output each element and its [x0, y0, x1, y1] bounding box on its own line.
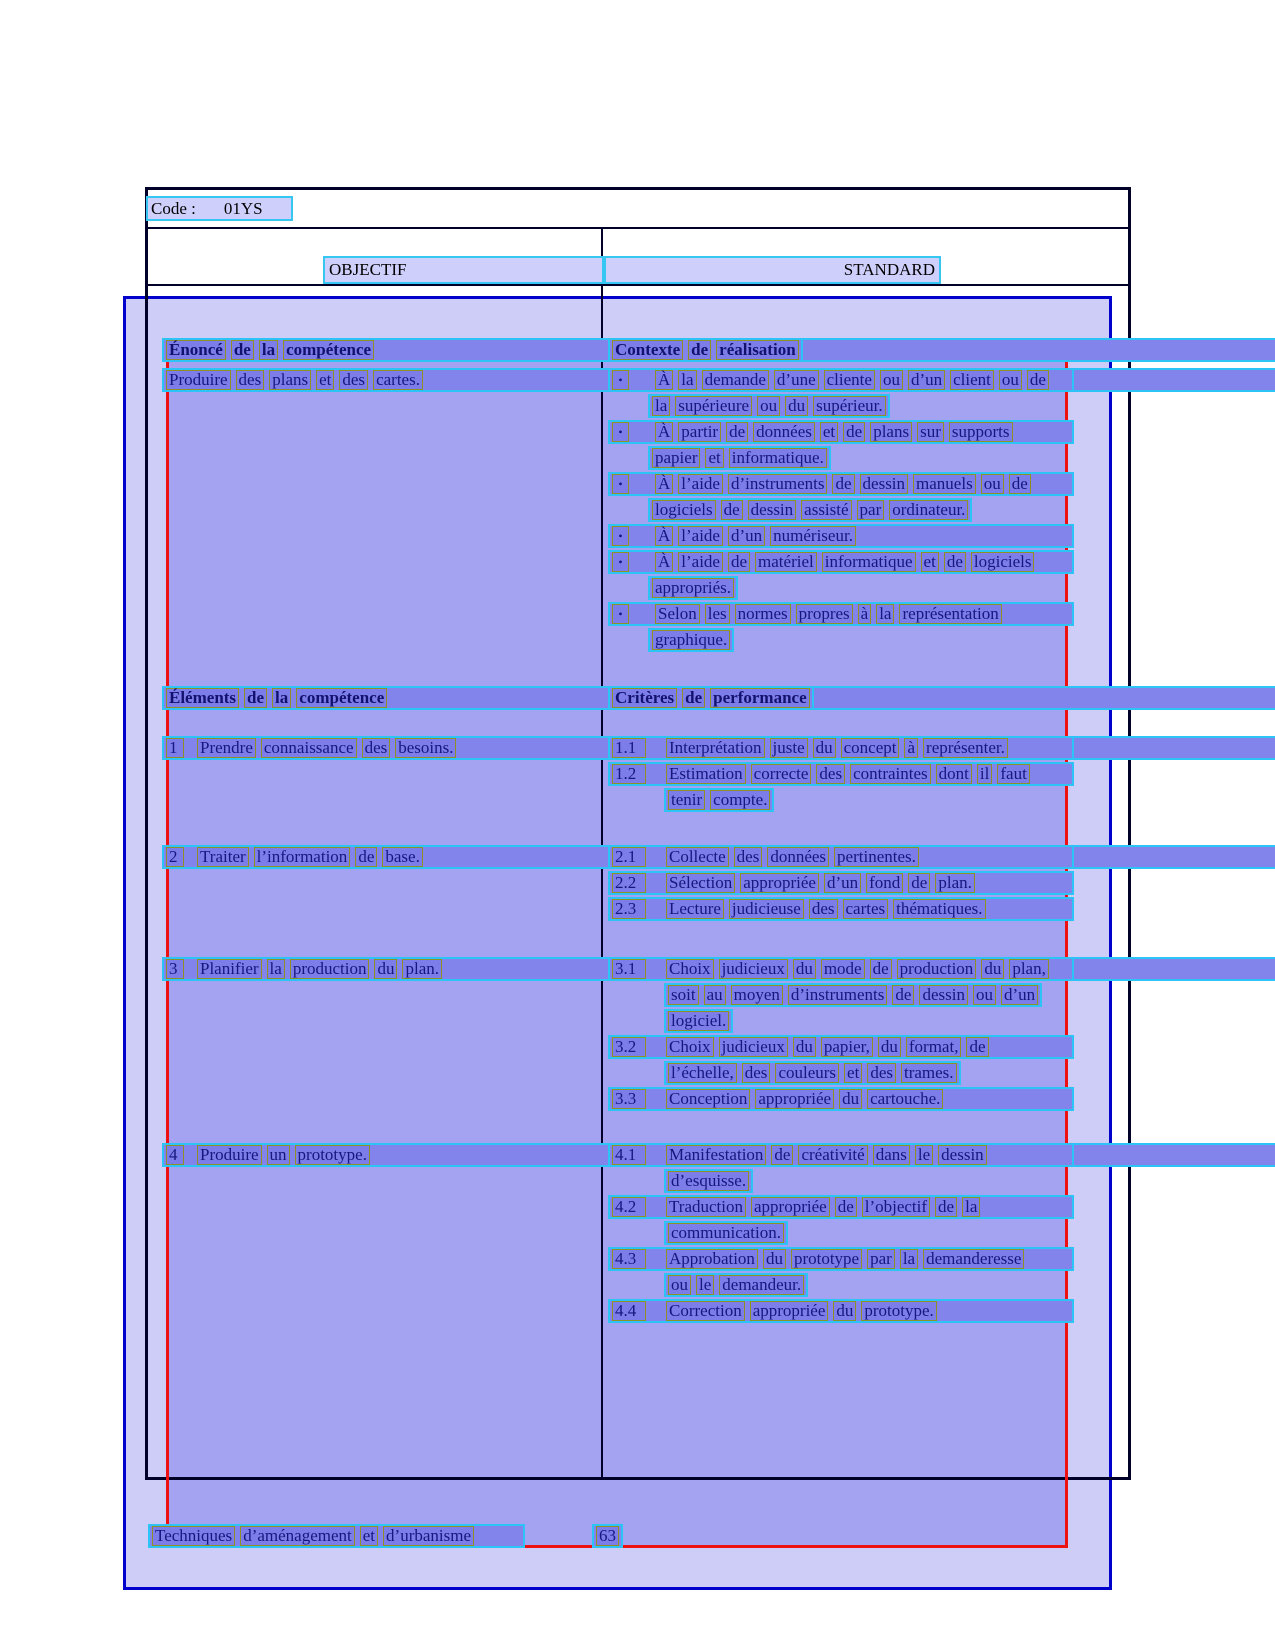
criterion [608, 1299, 1074, 1323]
standard-header-label: STANDARD [843, 260, 935, 279]
word: et [705, 448, 723, 468]
word: appropriée [750, 1301, 829, 1321]
word: Éléments [166, 688, 239, 708]
criterion [608, 845, 1074, 869]
word: de [231, 340, 254, 360]
word: la [900, 1249, 918, 1269]
word: Sélection [666, 873, 735, 893]
word: Produire [197, 1145, 262, 1165]
word: l’objectif [862, 1197, 930, 1217]
word: performance [710, 688, 809, 708]
word: le [696, 1275, 714, 1295]
criterion-continuation-line [664, 1169, 753, 1193]
bullet-icon: • [612, 552, 629, 572]
word: Énoncé [166, 340, 226, 360]
context-bullet-list [608, 368, 1074, 654]
criterion-number: 4.4 [612, 1301, 646, 1321]
word: appropriée [755, 1089, 834, 1109]
objectif-header-label: OBJECTIF [329, 260, 407, 279]
word: Produire [166, 370, 231, 390]
word: de [1027, 370, 1049, 390]
word: d’aménagement [240, 1526, 355, 1546]
bullet-continuation-line [648, 394, 890, 418]
word: Selon [655, 604, 700, 624]
criterion-line [608, 762, 1074, 786]
criterion-line [608, 1087, 1074, 1111]
word: de [843, 422, 865, 442]
word: du [793, 959, 816, 979]
code-field [146, 196, 293, 221]
word: la [272, 688, 291, 708]
bullet-continuation-line [648, 498, 972, 522]
bullet-line [608, 602, 1074, 626]
word: de [771, 1145, 793, 1165]
footer-page-number [592, 1524, 623, 1548]
criterion-line [608, 845, 1074, 869]
word: de [832, 474, 854, 494]
word: Techniques [152, 1526, 235, 1546]
word: Collecte [666, 847, 729, 867]
criterion [608, 762, 1074, 812]
word: du [763, 1249, 786, 1269]
element-number: 3 [166, 959, 184, 979]
word: du [981, 959, 1004, 979]
bullet-line [608, 550, 1074, 574]
criterion-line [608, 1299, 1074, 1323]
word: d’un [1001, 985, 1038, 1005]
criteria-list [608, 957, 1074, 1113]
criterion-number: 4.3 [612, 1249, 646, 1269]
word: dans [873, 1145, 910, 1165]
criterion-line [608, 1035, 1074, 1059]
word: du [833, 1301, 856, 1321]
word: Approbation [666, 1249, 758, 1269]
bullet-line [608, 368, 1074, 392]
bullet-line [608, 420, 1074, 444]
word: demandeur. [719, 1275, 804, 1295]
word: connaissance [261, 738, 357, 758]
word: par [867, 1249, 895, 1269]
word: du [813, 738, 836, 758]
word: couleurs [775, 1063, 839, 1083]
word: dessin [748, 500, 797, 520]
contexte-header [608, 338, 803, 362]
word: client [950, 370, 994, 390]
footer-program [148, 1524, 525, 1548]
criterion [608, 957, 1074, 1033]
bullet-icon: • [612, 474, 629, 494]
criterion [608, 1143, 1074, 1193]
word: propres [796, 604, 853, 624]
word: et [360, 1526, 378, 1546]
word: Manifestation [666, 1145, 766, 1165]
word: de [728, 552, 750, 572]
bullet-continuation-line [648, 446, 831, 470]
word: dessin [919, 985, 968, 1005]
word: contraintes [850, 764, 931, 784]
word: plans [870, 422, 912, 442]
word: juste [770, 738, 808, 758]
word: du [793, 1037, 816, 1057]
word: de [935, 1197, 957, 1217]
criteria-list [608, 845, 1074, 923]
word: judicieux [719, 959, 788, 979]
word: d’un [908, 370, 945, 390]
word: le [915, 1145, 933, 1165]
word: des [236, 370, 265, 390]
word: cartes. [373, 370, 423, 390]
word: À [655, 370, 673, 390]
criterion-number: 1.2 [612, 764, 646, 784]
criterion-number: 4.2 [612, 1197, 646, 1217]
word: À [655, 474, 673, 494]
word: faut [997, 764, 1029, 784]
word: assisté [801, 500, 851, 520]
word: de [244, 688, 267, 708]
word: représenter. [923, 738, 1008, 758]
word: du [785, 396, 808, 416]
word: Estimation [666, 764, 746, 784]
word: données [753, 422, 815, 442]
word: production [897, 959, 977, 979]
word: Traduction [666, 1197, 746, 1217]
word: communication. [668, 1223, 784, 1243]
word: plan. [935, 873, 975, 893]
word: besoins. [395, 738, 456, 758]
word: à [904, 738, 918, 758]
bullet-icon: • [612, 604, 629, 624]
criterion-line [608, 871, 1074, 895]
word: Critères [612, 688, 677, 708]
word: production [290, 959, 370, 979]
word: judicieuse [729, 899, 804, 919]
word: informatique. [729, 448, 827, 468]
bullet-continuation-line [648, 576, 738, 600]
word: par [857, 500, 885, 520]
word: concept [841, 738, 900, 758]
word: et [921, 552, 939, 572]
word: demanderesse [923, 1249, 1024, 1269]
criterion [608, 1087, 1074, 1111]
word: de [721, 500, 743, 520]
element-number: 2 [166, 847, 184, 867]
word: Correction [666, 1301, 745, 1321]
word: moyen [731, 985, 783, 1005]
word: de [944, 552, 966, 572]
word: tenir [668, 790, 705, 810]
word: du [878, 1037, 901, 1057]
word: l’aide [678, 552, 723, 572]
word: au [704, 985, 726, 1005]
standard-header [604, 256, 941, 284]
word: des [867, 1063, 896, 1083]
word: les [705, 604, 730, 624]
word: à [858, 604, 872, 624]
word: pertinentes. [834, 847, 919, 867]
table-border-top [145, 187, 1131, 190]
criterion-line [608, 1195, 1074, 1219]
word: de [726, 422, 748, 442]
word: cliente [824, 370, 875, 390]
word: Conception [666, 1089, 750, 1109]
element-number: 4 [166, 1145, 184, 1165]
criterion-number: 2.1 [612, 847, 646, 867]
criterion-number: 3.3 [612, 1089, 646, 1109]
criterion-line [608, 957, 1074, 981]
word: l’aide [678, 526, 723, 546]
word: de [355, 847, 377, 867]
word: ou [973, 985, 996, 1005]
word: dont [936, 764, 972, 784]
criterion [608, 897, 1074, 921]
word: la [962, 1197, 980, 1217]
word: papier [652, 448, 700, 468]
criterion-number: 3.1 [612, 959, 646, 979]
word: l’information [254, 847, 351, 867]
word: des [809, 899, 838, 919]
word: manuels [913, 474, 976, 494]
criterion-continuation-line [664, 1061, 961, 1085]
criterion-continuation-line [664, 1273, 808, 1297]
word: la [267, 959, 285, 979]
criterion-line [608, 897, 1074, 921]
word: ou [668, 1275, 691, 1295]
criteria-list [608, 736, 1074, 814]
word: de [892, 985, 914, 1005]
word: ou [981, 474, 1004, 494]
code-label: Code : [151, 198, 196, 218]
word: plans [269, 370, 311, 390]
word: informatique [822, 552, 916, 572]
page-number: 63 [596, 1526, 619, 1546]
word: la [678, 370, 696, 390]
word: d’un [728, 526, 765, 546]
word: d’urbanisme [383, 1526, 474, 1546]
word: papier, [821, 1037, 873, 1057]
word: de [688, 340, 711, 360]
word: d’esquisse. [668, 1171, 749, 1191]
word: ou [880, 370, 903, 390]
word: et [844, 1063, 862, 1083]
word: données [767, 847, 829, 867]
word: normes [735, 604, 791, 624]
word: cartouche. [867, 1089, 943, 1109]
criterion [608, 1247, 1074, 1297]
word: trames. [901, 1063, 957, 1083]
word: la [876, 604, 894, 624]
word: Choix [666, 1037, 714, 1057]
word: du [839, 1089, 862, 1109]
bullet-line [608, 472, 1074, 496]
word: Traiter [197, 847, 249, 867]
word: base. [382, 847, 422, 867]
word: l’aide [678, 474, 723, 494]
word: judicieux [719, 1037, 788, 1057]
word: la [259, 340, 278, 360]
word: À [655, 526, 673, 546]
word: d’instruments [788, 985, 888, 1005]
word: réalisation [716, 340, 799, 360]
word: de [870, 959, 892, 979]
word: de [966, 1037, 988, 1057]
word: Lecture [666, 899, 724, 919]
criterion [608, 736, 1074, 760]
word: des [339, 370, 368, 390]
word: représentation [899, 604, 1001, 624]
criterion-number: 1.1 [612, 738, 646, 758]
word: fond [866, 873, 903, 893]
word: des [362, 738, 391, 758]
word: de [1009, 474, 1031, 494]
code-value: 01YS [223, 198, 263, 218]
word: compétence [296, 688, 387, 708]
word: Interprétation [666, 738, 765, 758]
word: À [655, 552, 673, 572]
criterion-line [608, 1247, 1074, 1271]
word: créativité [798, 1145, 867, 1165]
word: demande [702, 370, 769, 390]
word: sur [917, 422, 944, 442]
word: de [908, 873, 930, 893]
word: format, [906, 1037, 962, 1057]
word: de [835, 1197, 857, 1217]
word: matériel [755, 552, 817, 572]
word: et [820, 422, 838, 442]
word: ou [999, 370, 1022, 390]
word: graphique. [652, 630, 730, 650]
word: des [734, 847, 763, 867]
criterion-line [608, 1143, 1074, 1167]
word: logiciels [971, 552, 1035, 572]
word: d’une [774, 370, 819, 390]
word: des [816, 764, 845, 784]
word: prototype [791, 1249, 862, 1269]
word: supérieure [675, 396, 752, 416]
criterion-number: 3.2 [612, 1037, 646, 1057]
word: dessin [938, 1145, 987, 1165]
word: plan. [402, 959, 442, 979]
word: Choix [666, 959, 714, 979]
word: du [374, 959, 397, 979]
word: des [742, 1063, 771, 1083]
word: prototype. [295, 1145, 370, 1165]
word: ordinateur. [889, 500, 968, 520]
word: un [267, 1145, 290, 1165]
header-row-divider [145, 284, 1131, 286]
word: Contexte [612, 340, 683, 360]
word: appropriée [740, 873, 819, 893]
word: compétence [283, 340, 374, 360]
criterion [608, 871, 1074, 895]
word: logiciel. [668, 1011, 729, 1031]
word: plan, [1009, 959, 1049, 979]
word: mode [821, 959, 865, 979]
word: thématiques. [893, 899, 985, 919]
criterion-number: 4.1 [612, 1145, 646, 1165]
bullet-icon: • [612, 422, 629, 442]
word: la [652, 396, 670, 416]
word: numériseur. [770, 526, 856, 546]
word: dessin [860, 474, 909, 494]
word: de [682, 688, 705, 708]
bullet-line [608, 524, 1074, 548]
objectif-header [323, 256, 604, 284]
word: cartes [843, 899, 889, 919]
criterion-continuation-line [664, 1009, 733, 1033]
word: supérieur. [813, 396, 886, 416]
word: soit [668, 985, 699, 1005]
criterion-continuation-line [664, 983, 1042, 1007]
word: Prendre [197, 738, 256, 758]
criterion-continuation-line [664, 788, 774, 812]
bullet-icon: • [612, 526, 629, 546]
word: appropriés. [652, 578, 734, 598]
word: d’un [824, 873, 861, 893]
word: il [977, 764, 992, 784]
word: compte. [710, 790, 770, 810]
word: correcte [751, 764, 812, 784]
word: d’instruments [728, 474, 828, 494]
bullet-icon: • [612, 370, 629, 390]
word: prototype. [861, 1301, 936, 1321]
word: logiciels [652, 500, 716, 520]
word: appropriée [751, 1197, 830, 1217]
criterion [608, 1035, 1074, 1085]
element-number: 1 [166, 738, 184, 758]
bullet-continuation-line [648, 628, 734, 652]
criterion [608, 1195, 1074, 1245]
word: l’échelle, [668, 1063, 737, 1083]
code-row-divider [145, 227, 1131, 229]
criteria-list [608, 1143, 1074, 1325]
criterion-continuation-line [664, 1221, 788, 1245]
criteres-header [608, 686, 814, 710]
word: partir [678, 422, 721, 442]
criterion-number: 2.3 [612, 899, 646, 919]
word: Planifier [197, 959, 262, 979]
table-border-left [145, 187, 148, 1480]
word: et [316, 370, 334, 390]
word: ou [757, 396, 780, 416]
criterion-number: 2.2 [612, 873, 646, 893]
word: supports [949, 422, 1013, 442]
word: À [655, 422, 673, 442]
criterion-line [608, 736, 1074, 760]
